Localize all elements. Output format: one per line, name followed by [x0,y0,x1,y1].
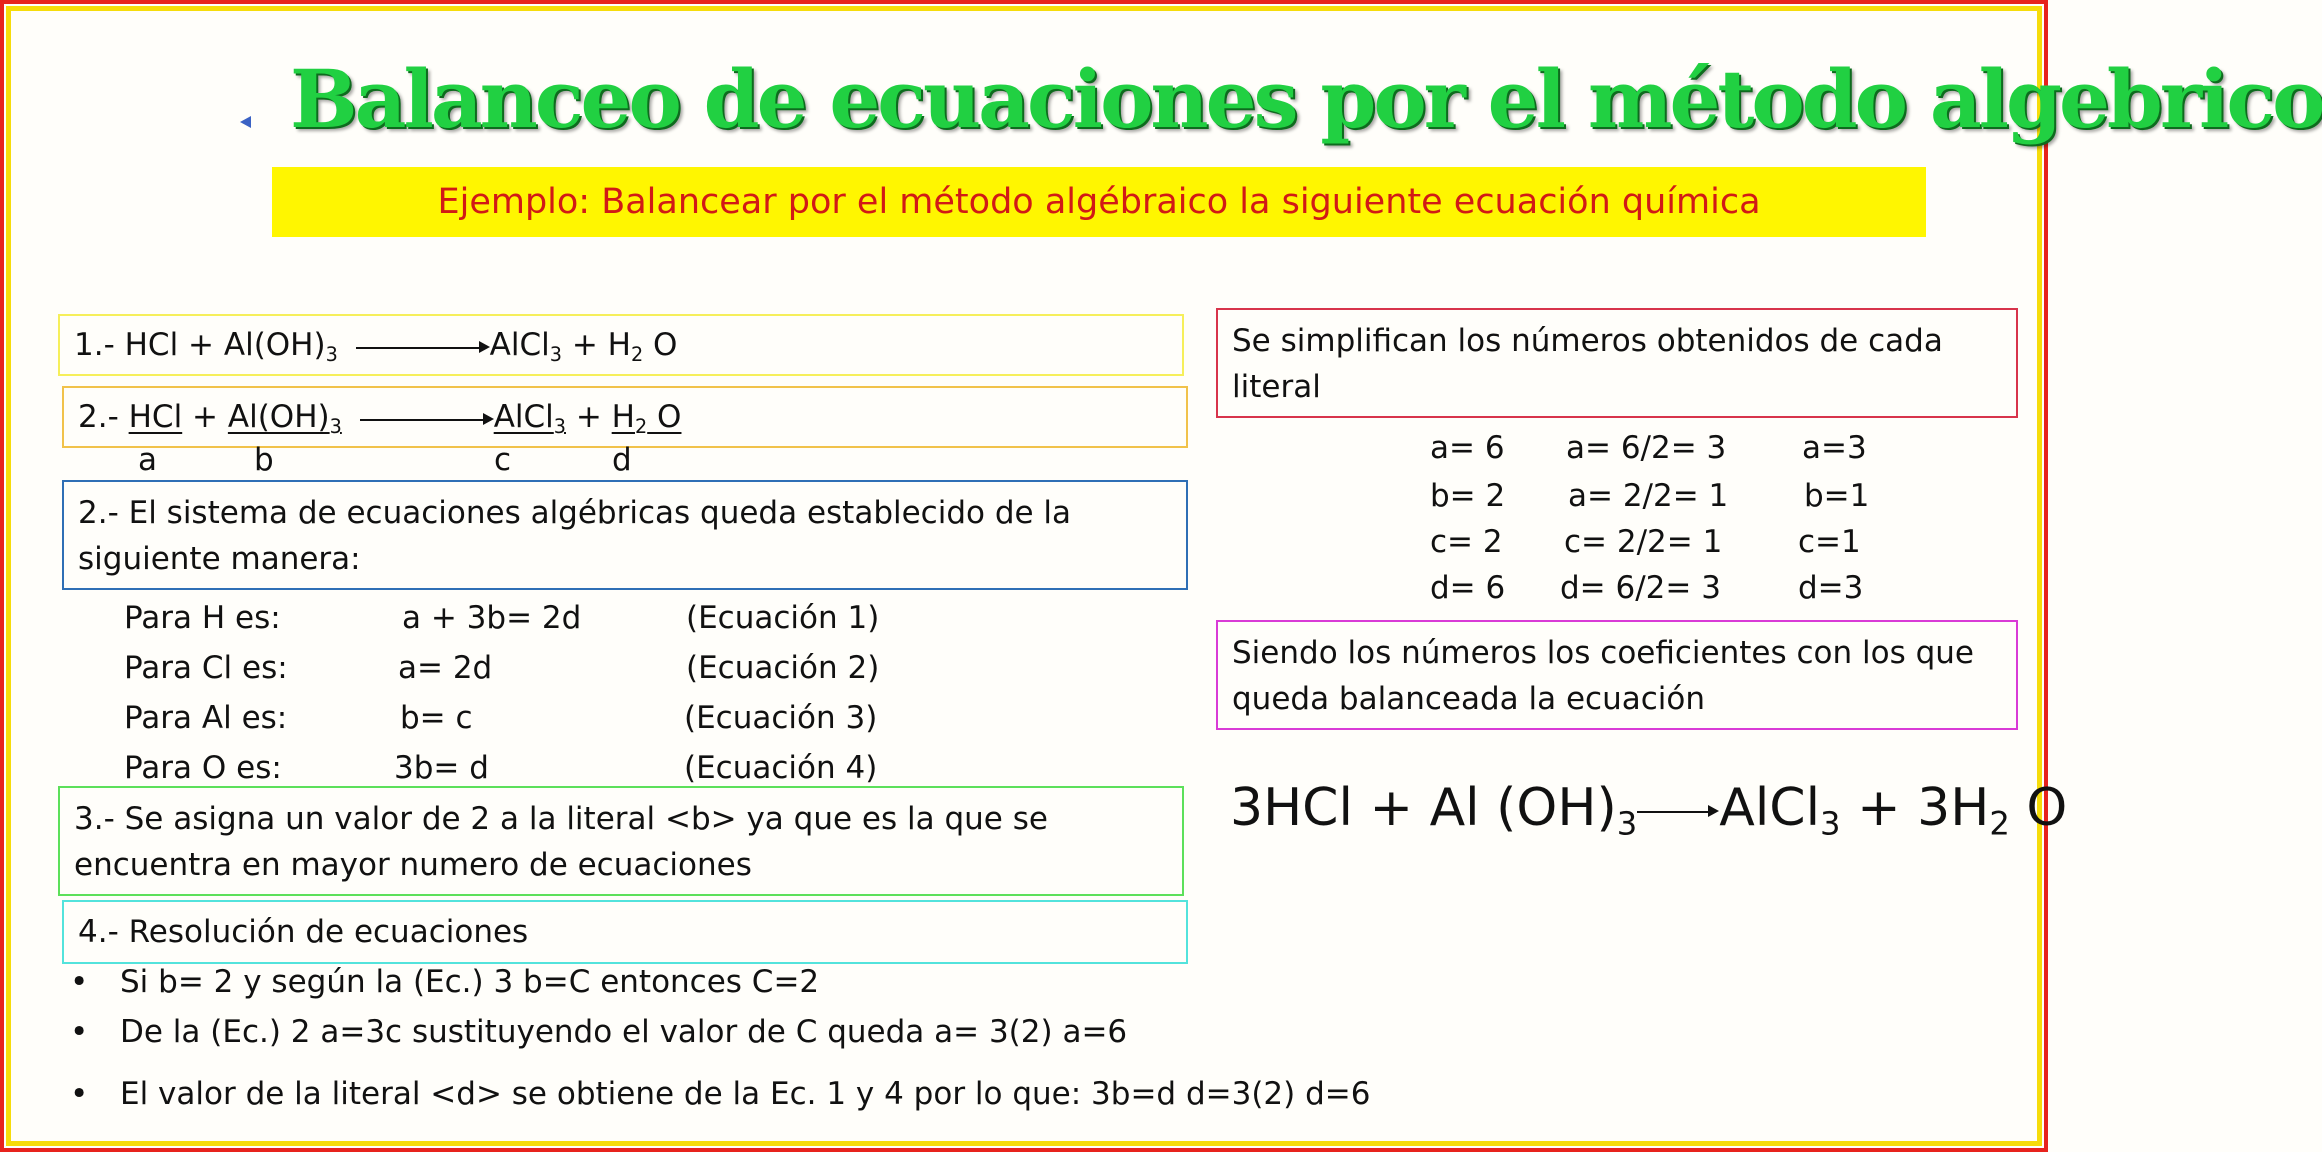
system-row-3-label: Para Al es: [124,700,288,736]
step1-sub2: 3 [549,342,562,366]
system-row-3-eq: b= c [400,700,473,736]
system-row-2-name: (Ecuación 2) [686,650,880,686]
literal-b: b [254,442,274,478]
system-row-1-label: Para H es: [124,600,281,636]
bullet-icon: • [70,964,89,1000]
step2-box [62,386,1188,448]
step2-plus1: + [182,399,228,435]
system-row-1-eq: a + 3b= 2d [402,600,582,636]
final-sub1: 3 [1616,804,1638,843]
system-row-1-name: (Ecuación 1) [686,600,880,636]
system-row-3-name: (Ecuación 3) [684,700,878,736]
literal-d: d [612,442,632,478]
value-a-original: a= 6 [1430,430,1505,466]
step1-plus-h: + H [561,327,631,363]
step2-alcl: AlCl$_3$ [493,399,566,438]
bullet-item-1 [70,964,819,1000]
value-a-division: a= 6/2= 3 [1566,430,1727,466]
final-sub3: 2 [1989,804,2010,843]
literal-a: a [138,442,157,478]
final-left: 3HCl + Al (OH) [1230,778,1617,838]
step1-sub3: 2 [630,342,644,366]
conclusion-box [1216,620,2018,730]
step4-text: 4.- Resolución de ecuaciones [78,914,529,950]
system-row-2-label: Para Cl es: [124,650,288,686]
system-row-4-name: (Ecuación 4) [684,750,878,786]
value-c-division: c= 2/2= 1 [1564,524,1723,560]
value-b-division: a= 2/2= 1 [1568,478,1729,514]
value-d-original: d= 6 [1430,570,1506,606]
step1-alcl: AlCl [489,327,550,363]
final-o: O [2009,778,2068,838]
simplify-box [1216,308,2018,418]
system-row-2-eq: a= 2d [398,650,493,686]
balanced-equation [1230,778,2068,858]
bullet-item-3 [70,1076,1370,1112]
bullet-icon: • [70,1014,89,1050]
system-text: 2.- El sistema de ecuaciones algébricas queda establecido de la siguiente manera: [78,495,1072,577]
value-c-result: c=1 [1798,524,1861,560]
step3-box [58,786,1184,896]
step3-text: 3.- Se asigna un valor de 2 a la literal <b> ya que es la que se encuentra en mayor numero de ecuaciones [74,801,1048,883]
value-d-result: d=3 [1798,570,1864,606]
step1-sub1: 3 [325,342,338,366]
step1-box [58,314,1184,376]
system-row-4-eq: 3b= d [394,750,489,786]
example-banner: Ejemplo: Balancear por el método algébraico la siguiente ecuación química [272,167,1926,237]
bullet-text-2: De la (Ec.) 2 a=3c sustituyendo el valor de C queda a= 3(2) a=6 [120,1014,1128,1050]
bullet-icon: • [70,1076,89,1112]
slide-marker-icon [240,116,251,128]
reaction-arrow-icon [1637,801,1719,821]
final-sub2: 3 [1820,804,1841,843]
final-alcl: AlCl [1719,778,1821,838]
bullet-text-3: El valor de la literal <d> se obtiene de la Ec. 1 y 4 por lo que: 3b=d d=3(2) d=6 [120,1076,1371,1112]
bullet-item-2 [70,1014,1127,1050]
step1-o: O [643,327,678,363]
system-row-4-label: Para O es: [124,750,282,786]
step4-box [62,900,1188,964]
literal-c: c [494,442,512,478]
value-b-result: b=1 [1804,478,1870,514]
step2-plus2: + [565,399,612,435]
step2-h2o: $H_2$ O [611,399,682,438]
system-box [62,480,1188,590]
step1-prefix: 1.- HCl + Al(OH) [74,327,326,363]
step2-prefix: 2.- [78,399,129,435]
simplify-text: Se simplifican los números obtenidos de cada literal [1232,323,1943,405]
page-title: Balanceo de ecuaciones por el método algebrico [290,52,2322,146]
reaction-arrow-icon [356,337,490,357]
value-d-division: d= 6/2= 3 [1560,570,1721,606]
value-c-original: c= 2 [1430,524,1503,560]
step2-aloh: $Al(OH)_3$ [227,399,342,438]
final-plus-h: + 3H [1840,778,1990,838]
bullet-text-1: Si b= 2 y según la (Ec.) 3 b=C entonces C=2 [120,964,820,1000]
value-b-original: b= 2 [1430,478,1506,514]
step2-hcl: HCl [128,399,183,435]
reaction-arrow-icon [360,409,494,429]
conclusion-text: Siendo los números los coeficientes con los que queda balanceada la ecuación [1232,635,1974,717]
value-a-result: a=3 [1802,430,1867,466]
